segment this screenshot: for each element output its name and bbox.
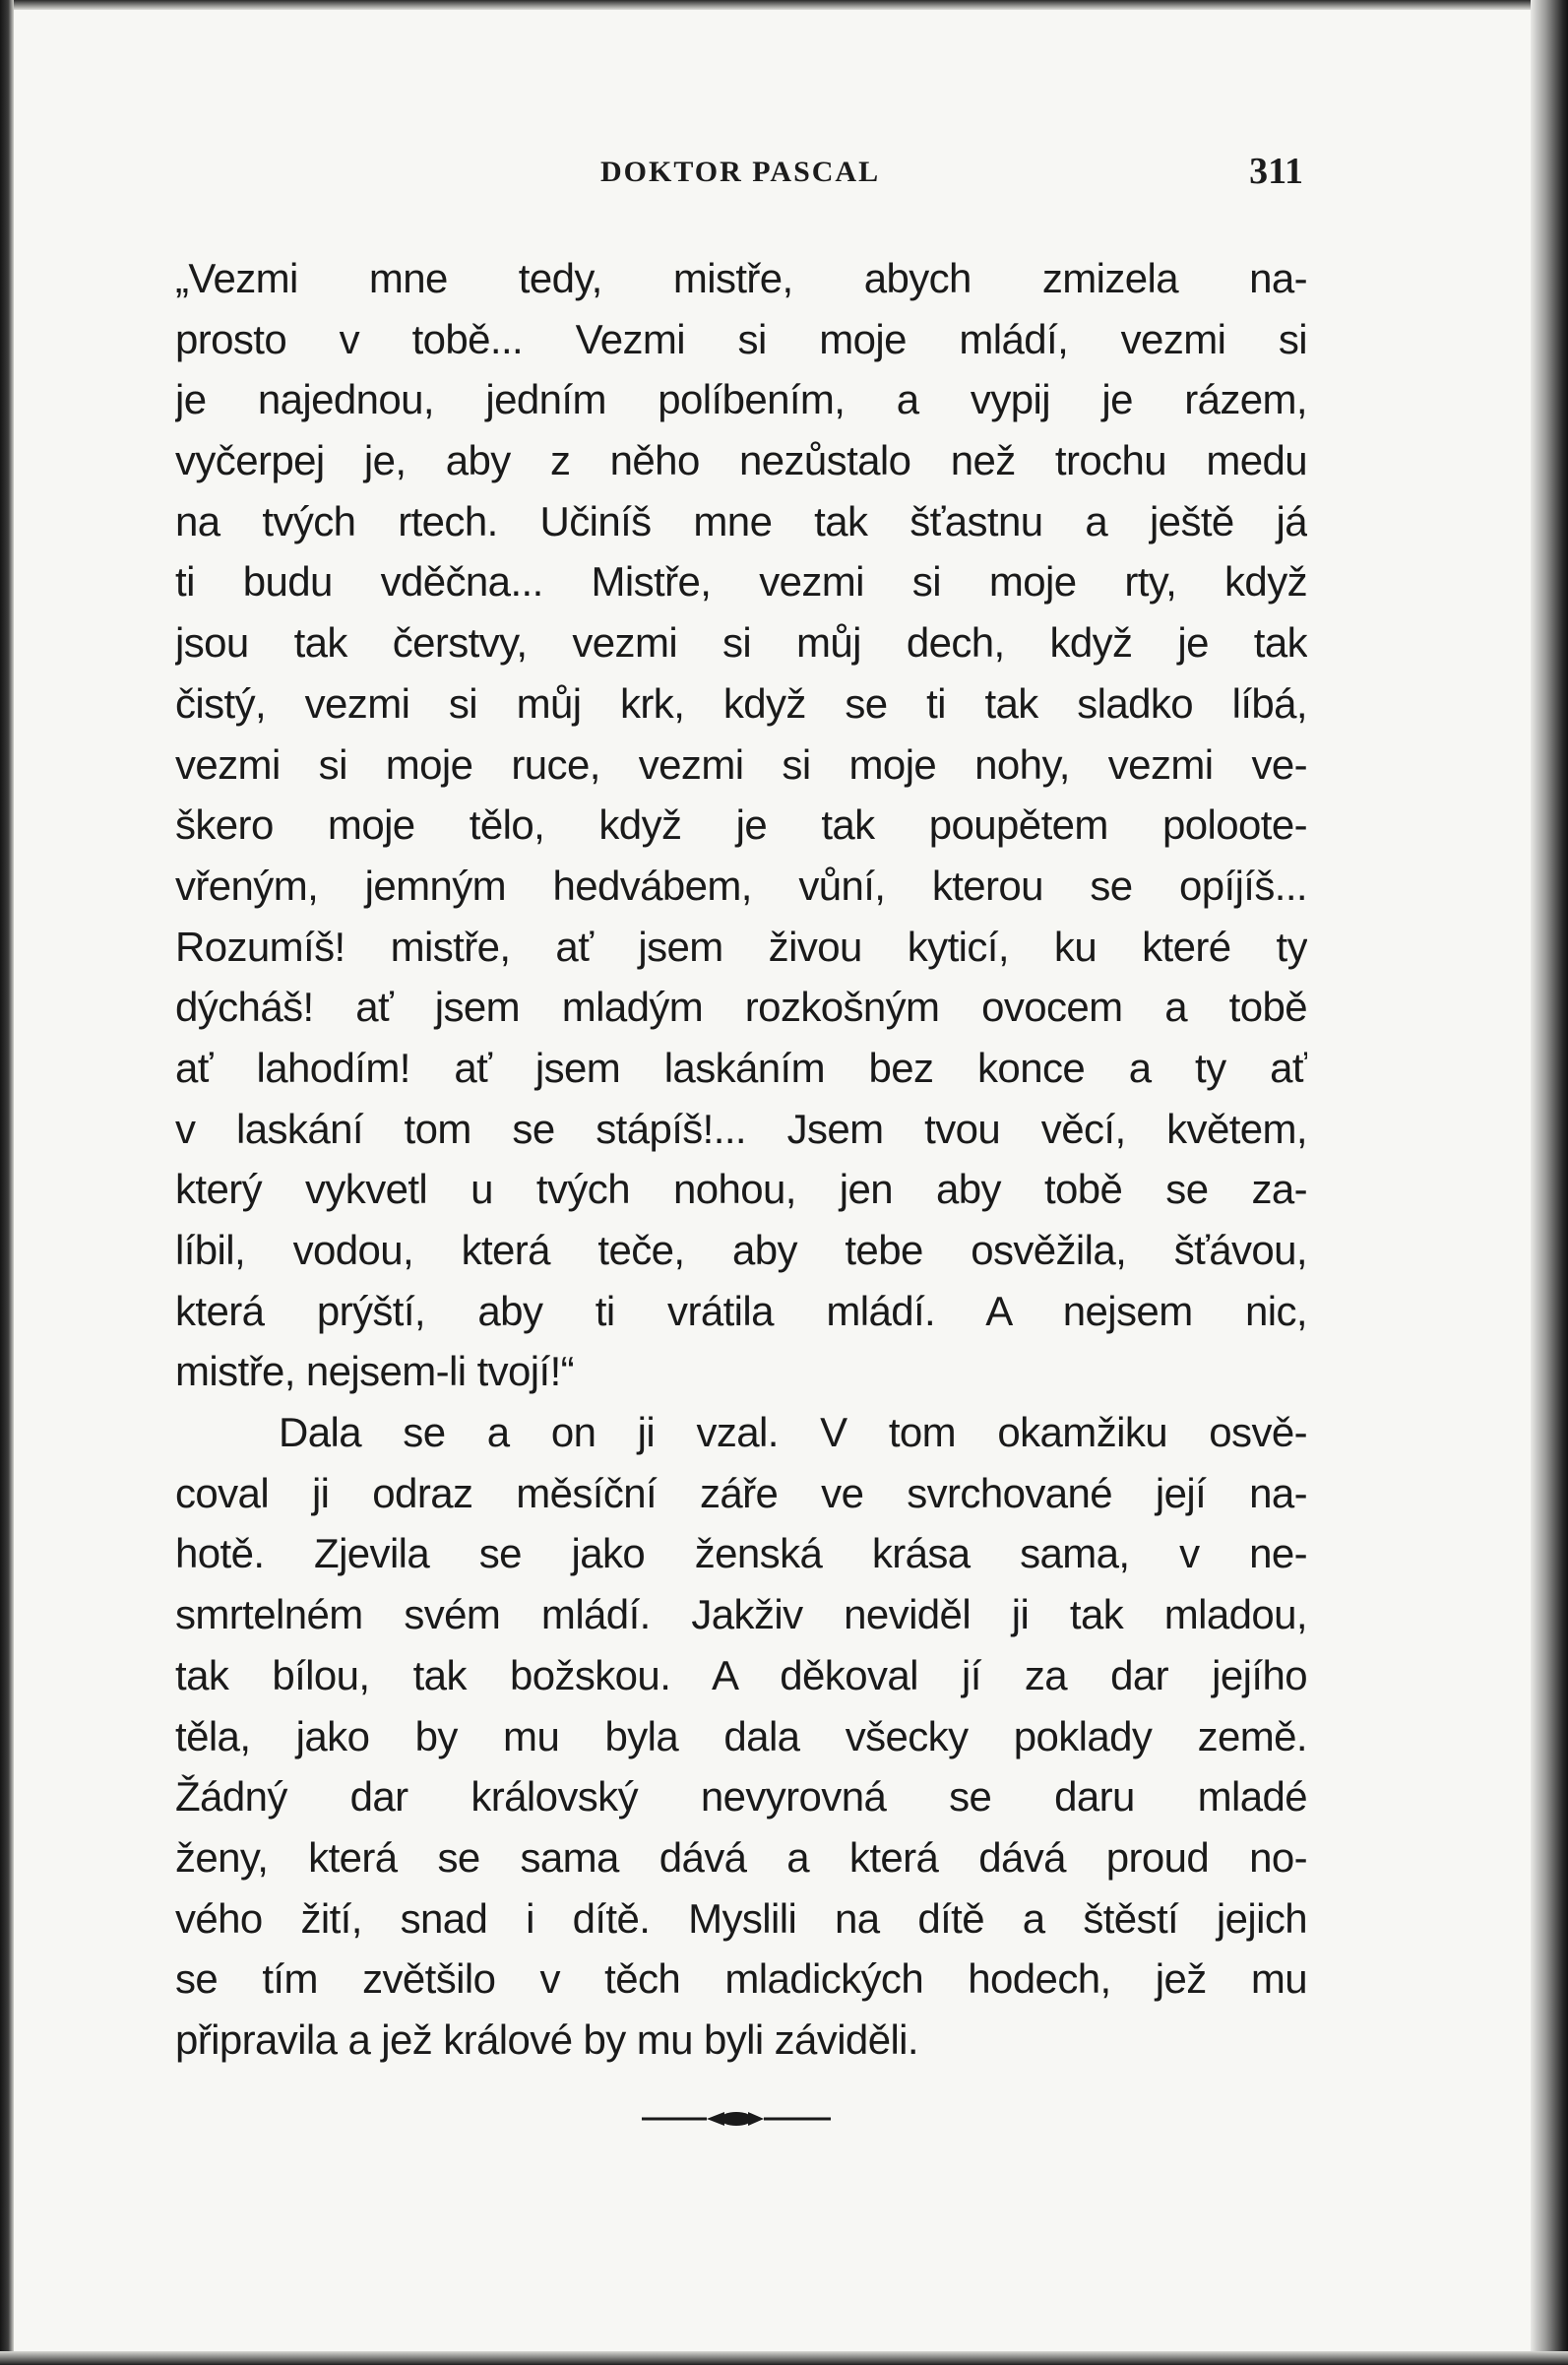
page-bottom-edge — [0, 2351, 1568, 2365]
text-line: vyčerpej je, aby z něho nezůstalo než trochu medu — [175, 437, 1307, 484]
text-line: připravila a jež králové by mu byli záviděli. — [175, 2015, 918, 2063]
running-title: DOKTOR PASCAL — [600, 156, 881, 188]
text-line: jsou tak čerstvy, vezmi si můj dech, když je tak — [175, 619, 1307, 667]
text-line: hotě. Zjevila se jako ženská krása sama, v ne- — [175, 1530, 1307, 1577]
text-line: ať lahodím! ať jsem laskáním bez konce a ty ať — [175, 1044, 1307, 1091]
page-right-edge — [1531, 0, 1568, 2365]
page-header — [175, 148, 1303, 207]
text-line: Dala se a on ji vzal. V tom okamžiku osvě- — [279, 1409, 1307, 1456]
text-line: prosto v tobě... Vezmi si moje mládí, vezmi si — [175, 315, 1307, 362]
text-line: ženy, která se sama dává a která dává proud no- — [175, 1833, 1307, 1881]
text-line: vezmi si moje ruce, vezmi si moje nohy, vezmi ve- — [175, 740, 1307, 788]
text-line: „Vezmi mne tedy, mistře, abych zmizela na- — [175, 255, 1307, 301]
paragraph-1 — [175, 248, 1307, 1402]
end-ornament-icon — [638, 2099, 835, 2139]
text-line: Žádný dar královský nevyrovná se daru mladé — [175, 1773, 1307, 1821]
text-line: Rozumíš! mistře, ať jsem živou kyticí, ku které ty — [175, 923, 1307, 970]
text-line: líbil, vodou, která teče, aby tebe osvěžila, šťávou, — [175, 1227, 1307, 1273]
text-line: v laskání tom se stápíš!... Jsem tvou věcí, květem, — [175, 1105, 1307, 1152]
page-left-edge — [0, 0, 14, 2365]
page-number: 311 — [1249, 151, 1303, 192]
text-line: vého žití, snad i dítě. Myslili na dítě a štěstí jejich — [175, 1894, 1307, 1942]
text-line: smrtelném svém mládí. Jakživ neviděl ji tak mladou, — [175, 1591, 1307, 1638]
text-line: škero moje tělo, když je tak poupětem polootе- — [175, 801, 1307, 849]
text-line: který vykvetl u tvých nohou, jen aby tobě se za- — [175, 1166, 1307, 1213]
text-line: coval ji odraz měsíční záře ve svrchované její na- — [175, 1469, 1307, 1516]
text-line: na tvých rtech. Učiníš mne tak šťastnu a ještě já — [175, 497, 1307, 544]
page-top-edge — [0, 0, 1568, 10]
body-text — [175, 248, 1307, 2071]
text-line: se tím zvětšilo v těch mladických hodech, jež mu — [175, 1955, 1307, 2003]
text-line: čistý, vezmi si můj krk, když se ti tak sladko líbá, — [175, 679, 1307, 727]
text-line: dýcháš! ať jsem mladým rozkošným ovocem a tobě — [175, 984, 1307, 1031]
text-line: ti budu vděčna... Mistře, vezmi si moje rty, když — [175, 558, 1307, 606]
text-line: která prýští, aby ti vrátila mládí. A nejsem nic, — [175, 1287, 1307, 1334]
text-line: vřeným, jemným hedvábem, vůní, kterou se opíjíš... — [175, 862, 1307, 909]
text-line: těla, jako by mu byla dala všecky poklady země. — [175, 1712, 1307, 1759]
text-line: tak bílou, tak božskou. A děkoval jí za dar jejího — [175, 1651, 1307, 1698]
paragraph-2 — [175, 1402, 1307, 2071]
text-line: je najednou, jedním políbením, a vypij je rázem, — [175, 376, 1307, 423]
text-line: mistře, nejsem-li tvojí!“ — [175, 1348, 575, 1395]
